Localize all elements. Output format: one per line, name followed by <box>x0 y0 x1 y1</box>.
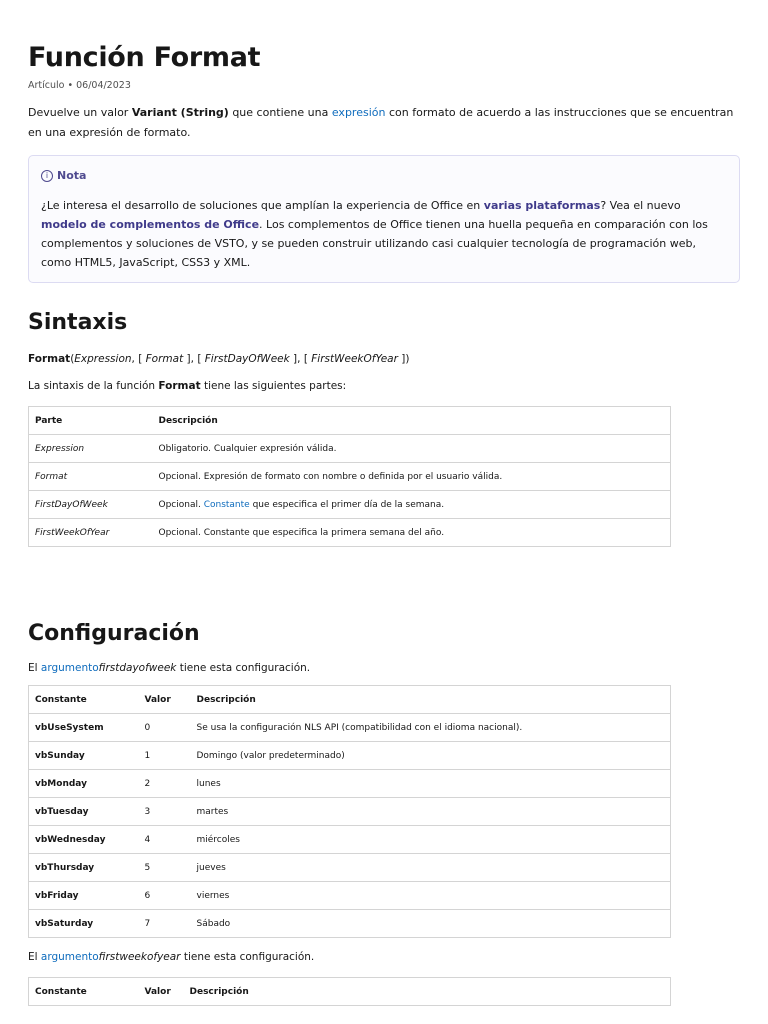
table-row <box>29 770 671 798</box>
column-header: Parte <box>29 407 153 435</box>
info-icon: i <box>41 170 53 182</box>
cell-part: FirstDayOfWeek <box>29 491 153 519</box>
cell-desc-text-2: que especifica el primer día de la semana. <box>249 499 445 510</box>
cell-desc: martes <box>191 798 671 826</box>
cell-desc: Se usa la configuración NLS API (compatibilidad con el idioma nacional). <box>191 714 671 742</box>
cell-constant: vbSunday <box>29 742 139 770</box>
cell-desc: viernes <box>191 882 671 910</box>
config-intro-2 <box>28 948 740 966</box>
firstdayofweek-table <box>28 685 671 938</box>
table-row <box>29 435 671 463</box>
syntax-arg-expression: Expression <box>74 353 132 365</box>
cell-value: 4 <box>139 826 191 854</box>
table-row <box>29 826 671 854</box>
note-body <box>41 196 727 272</box>
cell-value: 1 <box>139 742 191 770</box>
config-text-2: tiene esta configuración. <box>180 951 315 963</box>
note-text-2: ? Vea el nuevo <box>600 199 681 212</box>
syntax-sep: , [ <box>131 353 146 365</box>
cell-desc: lunes <box>191 770 671 798</box>
cell-value: 7 <box>139 910 191 938</box>
cell-desc: Opcional. Constante que especifica la primera semana del año. <box>153 519 671 547</box>
heading-sintaxis: Sintaxis <box>28 310 128 335</box>
modelo-complementos-link[interactable]: modelo de complementos de Office <box>41 218 260 231</box>
syntax-fn: Format <box>28 353 71 365</box>
cell-desc-text: Opcional. <box>158 499 204 510</box>
table-row <box>29 491 671 519</box>
intro-text: Devuelve un valor <box>28 106 132 119</box>
cell-constant: vbWednesday <box>29 826 139 854</box>
syntax-arg-firstdayofweek: FirstDayOfWeek <box>204 353 290 365</box>
cell-desc: miércoles <box>191 826 671 854</box>
argumento-link[interactable]: argumento <box>40 662 99 674</box>
column-header: Constante <box>29 686 139 714</box>
table-row <box>29 798 671 826</box>
cell-value: 0 <box>139 714 191 742</box>
table-row <box>29 742 671 770</box>
note-text-1: ¿Le interesa el desarrollo de soluciones que amplían la experiencia de Office en <box>41 199 484 212</box>
config-arg: firstdayofweek <box>98 662 177 674</box>
table-row <box>29 714 671 742</box>
intro-bold: Variant (String) <box>131 106 229 119</box>
cell-constant: vbFriday <box>29 882 139 910</box>
parts-intro <box>28 377 740 395</box>
cell-constant: vbThursday <box>29 854 139 882</box>
cell-value: 5 <box>139 854 191 882</box>
table-header-row <box>29 978 671 1006</box>
parts-bold: Format <box>158 380 201 392</box>
table-row <box>29 882 671 910</box>
syntax-sep: ], [ <box>289 353 312 365</box>
intro-paragraph <box>28 103 740 143</box>
cell-desc: Opcional. Expresión de formato con nombre o definida por el usuario válida. <box>153 463 671 491</box>
cell-part: Expression <box>29 435 153 463</box>
constante-link[interactable]: Constante <box>203 499 250 510</box>
column-header: Constante <box>29 978 139 1006</box>
intro-text-3: con formato de acuerdo a las instrucciones que se encuentran en una expresión de formato. <box>28 106 734 139</box>
table-row <box>29 854 671 882</box>
cell-part: FirstWeekOfYear <box>29 519 153 547</box>
syntax-sep: ], [ <box>183 353 205 365</box>
cell-constant: vbMonday <box>29 770 139 798</box>
table-row <box>29 463 671 491</box>
note-text-3: . Los complementos de Office tienen una huella pequeña en comparación con los complementos y soluciones de VSTO, y se pueden construir utilizando casi cualquier tecnología de programación web, como HTML5, JavaScript, CSS3 y XML. <box>41 218 708 269</box>
config-text-2: tiene esta configuración. <box>176 662 311 674</box>
cell-constant: vbUseSystem <box>29 714 139 742</box>
cell-desc <box>153 491 671 519</box>
syntax-arg-format: Format <box>145 353 184 365</box>
column-header: Valor <box>139 686 191 714</box>
table-row <box>29 910 671 938</box>
cell-desc: jueves <box>191 854 671 882</box>
cell-desc: Domingo (valor predeterminado) <box>191 742 671 770</box>
firstweekofyear-table <box>28 977 671 1006</box>
column-header: Descripción <box>191 686 671 714</box>
config-text: El <box>28 951 41 963</box>
cell-desc: Obligatorio. Cualquier expresión válida. <box>153 435 671 463</box>
note-title <box>41 166 727 186</box>
cell-value: 3 <box>139 798 191 826</box>
config-text: El <box>28 662 41 674</box>
config-arg: firstweekofyear <box>98 951 181 963</box>
note-title-label: Nota <box>57 169 87 182</box>
table-header-row <box>29 686 671 714</box>
cell-constant: vbTuesday <box>29 798 139 826</box>
column-header: Valor <box>139 978 184 1006</box>
varias-plataformas-link[interactable]: varias plataformas <box>483 199 601 212</box>
table-header-row <box>29 407 671 435</box>
expresion-link[interactable]: expresión <box>331 106 386 119</box>
parts-text-2: tiene las siguientes partes: <box>200 380 347 392</box>
parts-text: La sintaxis de la función <box>28 380 159 392</box>
argumento-link-2[interactable]: argumento <box>40 951 99 963</box>
parts-table <box>28 406 671 547</box>
column-header: Descripción <box>153 407 671 435</box>
cell-value: 6 <box>139 882 191 910</box>
config-intro-1 <box>28 659 740 677</box>
heading-configuracion: Configuración <box>28 621 200 646</box>
cell-desc: Sábado <box>191 910 671 938</box>
syntax-arg-firstweekofyear: FirstWeekOfYear <box>311 353 398 365</box>
intro-text-2: que contiene una <box>228 106 332 119</box>
syntax-close: ]) <box>397 353 410 365</box>
note-box <box>28 155 740 283</box>
syntax-line <box>28 351 740 367</box>
table-row <box>29 519 671 547</box>
page-title: Función Format <box>28 42 261 73</box>
column-header: Descripción <box>184 978 671 1006</box>
cell-constant: vbSaturday <box>29 910 139 938</box>
syntax-open: ( <box>70 353 75 365</box>
cell-part: Format <box>29 463 153 491</box>
cell-value: 2 <box>139 770 191 798</box>
article-meta: Artículo • 06/04/2023 <box>28 80 131 91</box>
